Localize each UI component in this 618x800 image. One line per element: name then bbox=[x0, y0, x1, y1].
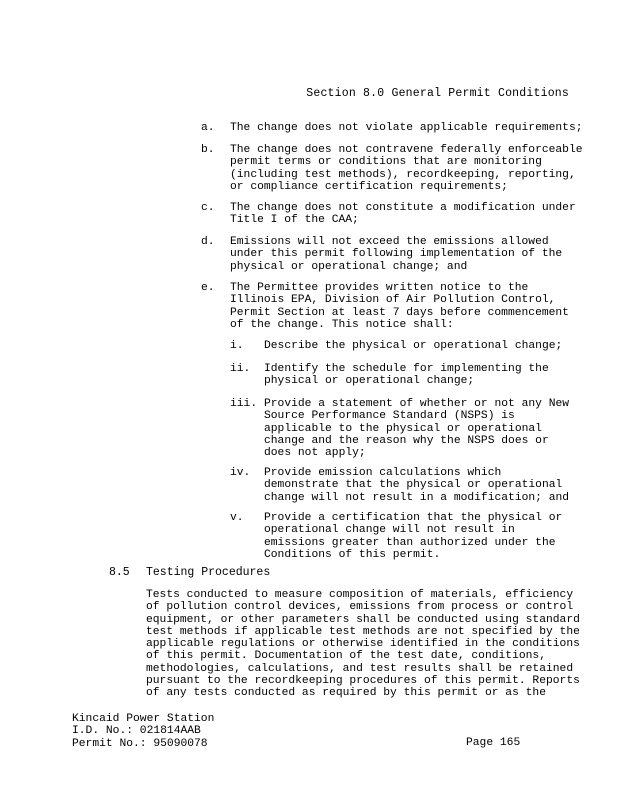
section-body: Tests conducted to measure composition of materials, efficiency of pollution control devices, emissions from process or control equipment, or other parameters shall be conducted using standard test methods if applicable test methods are not specified by the applicable regulations or otherwise identified in the conditions of this permit. Documentation of the test date, conditions, methodologies, calculations, and test results shall be retained pursuant to the recordkeeping procedures of this permit. Reports of any tests conducted as required by this permit or as the bbox=[146, 589, 580, 700]
list-item-text: The Permittee provides written notice to the Illinois EPA, Division of Air Pollution Control, Permit Section at least 7 days before commencement of the change. This notice shall: bbox=[230, 282, 569, 331]
list-item-text: Provide a statement of whether or not any New Source Performance Standard (NSPS) is applicable to the physical or operational change and the reason why the NSPS does or does not apply; bbox=[264, 398, 570, 460]
list-item-text: Describe the physical or operational change; bbox=[264, 340, 563, 352]
list-item-text: The change does not violate applicable requirements; bbox=[230, 122, 583, 134]
list-item-text: Emissions will not exceed the emissions allowed under this permit following implementation of the physical or operational change; and bbox=[230, 236, 563, 273]
document-page: Section 8.0 General Permit Conditions a. The change does not violate applicable requirements; b. The change does not contravene federally enforceable permit terms or conditions that are monitoring (including test methods), recordkeeping, reporting, or compliance certification requirements; c. The change does not constitute a modification under Title I of the CAA; d. Emissions will not exceed the emissions allowed under this permit following implementation of the physical or operational change; and e. The Permittee provides written notice to the Illinois EPA, Division of Air Pollution Control, Permit Section at least 7 days before commencement of the change. This notice shall: i. Describe the physical or operational change; ii. Identify the schedule for implementing the physical or operational change; iii. Provide a statement of whether or not any New Source Performance Standard (NSPS) is applicable to the physical or operational change and the reason why the NSPS does or does not apply; iv. Provide emission calculations which demonstrate that the physical or operational change will not result in a modification; and v. Provide a certification that the physical or operational change will not result in emissions greater than authorized under the Conditions of this permit. 8.5 Testing Procedures Tests conducted to measure composition of materials, efficiency of pollution control devices, emissions from process or control equipment, or other parameters shall be conducted using standard test methods if applicable test methods are not specified by the applicable regulations or otherwise identified in the conditions of this permit. Documentation of the test date, conditions, methodologies, calculations, and test results shall be retained pursuant to the recordkeeping procedures of this permit. Reports of any tests conducted as required by this permit or as the Kincaid Power Station I.D. No.: 021814AAB Permit No.: 95090078 Page 165 bbox=[0, 0, 618, 800]
list-item-text: The change does not constitute a modification under Title I of the CAA; bbox=[230, 202, 576, 227]
footer-identification: Kincaid Power Station I.D. No.: 021814AAB Permit No.: 95090078 bbox=[72, 713, 215, 750]
section-number: 8.5 bbox=[109, 566, 130, 579]
section-title: Testing Procedures bbox=[146, 566, 271, 579]
list-item-text: Provide a certification that the physical or operational change will not result in emissions greater than authorized under the Conditions of this permit. bbox=[264, 512, 563, 561]
section-header: Section 8.0 General Permit Conditions bbox=[306, 87, 569, 100]
list-item-text: The change does not contravene federally enforceable permit terms or conditions that are monitoring (including test methods), recordkeeping, reporting, or compliance certification requirements; bbox=[230, 144, 583, 193]
list-item-text: Provide emission calculations which demonstrate that the physical or operational change will not result in a modification; and bbox=[264, 467, 570, 504]
list-item-text: Identify the schedule for implementing the physical or operational change; bbox=[264, 363, 549, 388]
page-number: Page 165 bbox=[466, 737, 521, 749]
